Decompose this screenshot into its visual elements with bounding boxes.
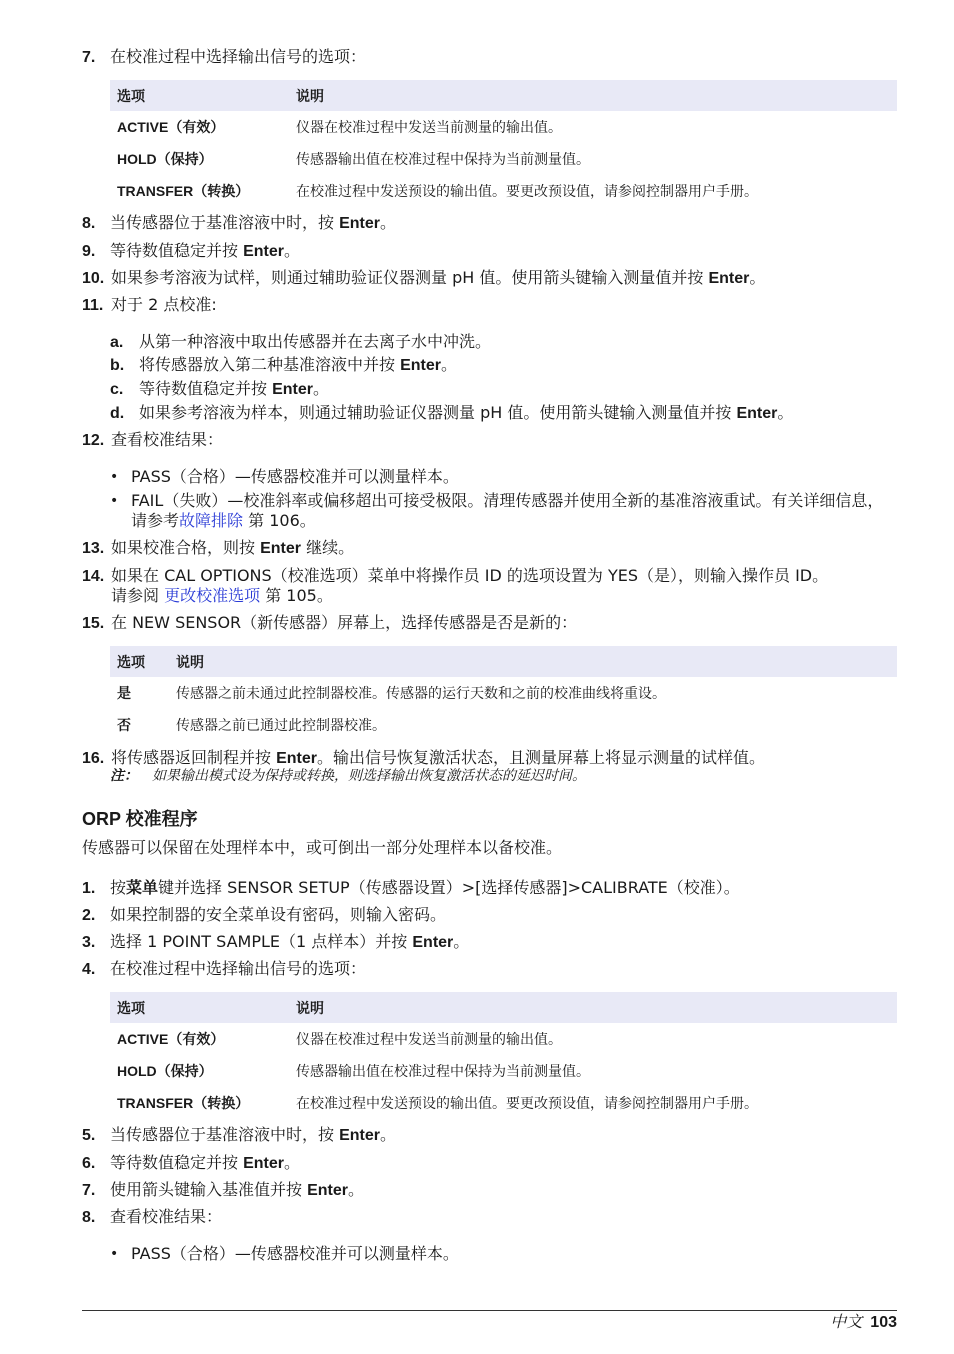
step-number: 15. (82, 615, 105, 632)
section-heading: ORP 校准程序 (82, 809, 198, 829)
troubleshooting-link[interactable]: 故障排除 (179, 511, 244, 530)
step-text: 查看校准结果： (111, 430, 224, 449)
step-12 (82, 430, 223, 451)
column-header-description: 说明 (289, 992, 897, 1023)
key-enter: Enter (260, 540, 301, 557)
key-enter: Enter (307, 1182, 348, 1199)
sub-step-b (110, 355, 457, 376)
section-intro: 传感器可以保留在处理样本中，或可倒出一部分处理样本以备校准。 (82, 838, 563, 857)
table-row (110, 709, 897, 741)
step-14 (82, 566, 828, 587)
note (110, 767, 586, 785)
note-text: 如果输出模式设为保持或转换，则选择输出恢复激活状态的延迟时间。 (152, 768, 586, 784)
key-enter: Enter (412, 934, 454, 951)
sub-step-letter: c. (110, 381, 124, 398)
step-text-end: 。 (749, 268, 766, 287)
step-number: 12. (82, 432, 105, 449)
step-text-end: 。 (284, 1153, 301, 1172)
page-ref: 第 105。 (260, 586, 333, 605)
table-row (110, 1087, 897, 1119)
option-description: 传感器输出值在校准过程中保持为当前测量值。 (296, 1064, 590, 1080)
sub-step-letter: a. (110, 334, 124, 351)
table-row (110, 111, 897, 143)
step-text: 当传感器位于基准溶液中时，按 (110, 1125, 340, 1144)
step-text: 在 NEW SENSOR（新传感器）屏幕上，选择传感器是否是新的： (111, 613, 578, 632)
step-text-end: 。 (380, 213, 397, 232)
sub-step-letter: d. (110, 405, 125, 422)
step-text: 等待数值稳定并按 (110, 241, 244, 260)
option-description: 仪器在校准过程中发送当前测量的输出值。 (296, 120, 562, 136)
orp-step-8 (82, 1207, 222, 1228)
step-10 (82, 268, 765, 289)
step-9 (82, 241, 300, 262)
step-text: 当传感器位于基准溶液中时，按 (110, 213, 340, 232)
step-number: 7. (82, 1182, 96, 1199)
option-description: 传感器输出值在校准过程中保持为当前测量值。 (296, 152, 590, 168)
step-text: 等待数值稳定并按 (110, 1153, 244, 1172)
option-description: 传感器之前已通过此控制器校准。 (176, 718, 386, 734)
column-header-description: 说明 (169, 646, 897, 677)
step-text-end: 继续。 (301, 538, 355, 557)
sub-step-text: 等待数值稳定并按 (139, 379, 273, 398)
step-number: 8. (82, 1209, 96, 1226)
step-text: 对于 2 点校准: (111, 295, 217, 314)
sub-step-text-end: 。 (313, 379, 330, 398)
key-enter: Enter (243, 1155, 284, 1172)
key-enter: Enter (272, 381, 313, 398)
step-text: 按 (110, 878, 127, 897)
sub-step-text: 将传感器放入第二种基准溶液中并按 (139, 355, 401, 374)
step-number: 16. (82, 750, 105, 767)
option-name: HOLD（保持） (117, 1063, 213, 1079)
table-row (110, 143, 897, 175)
output-options-table (110, 80, 897, 207)
column-header-option: 选项 (110, 992, 289, 1023)
step-15 (82, 613, 577, 634)
option-name: ACTIVE（有效） (117, 119, 225, 135)
step-text-end: 键并选择 SENSOR SETUP（传感器设置）>[选择传感器]>CALIBRATE（校准）。 (158, 878, 740, 897)
option-description: 在校准过程中发送预设的输出值。要更改预设值，请参阅控制器用户手册。 (296, 184, 758, 200)
step-11 (82, 295, 217, 316)
step-text: 请参阅 (111, 586, 165, 605)
column-header-option: 选项 (110, 80, 289, 111)
bullet-icon: • (110, 1246, 119, 1262)
bullet-icon: • (110, 469, 119, 485)
orp-step-5 (82, 1125, 396, 1146)
step-number: 9. (82, 243, 96, 260)
step-text: 如果校准合格，则按 (111, 538, 261, 557)
footer-divider (82, 1310, 897, 1311)
step-13 (82, 538, 354, 559)
sub-step-d (110, 403, 793, 424)
step-number: 10. (82, 270, 105, 287)
step-text: 如果在 CAL OPTIONS（校准选项）菜单中将操作员 ID 的选项设置为 YES（是），则输入操作员 ID。 (111, 566, 829, 585)
option-description: 在校准过程中发送预设的输出值。要更改预设值，请参阅控制器用户手册。 (296, 1096, 758, 1112)
result-text: PASS（合格）—传感器校准并可以测量样本。 (131, 1244, 459, 1263)
sub-step-text: 从第一种溶液中取出传感器并在去离子水中冲洗。 (139, 332, 492, 351)
option-description: 传感器之前未通过此控制器校准。传感器的运行天数和之前的校准曲线将重设。 (176, 686, 666, 702)
bullet-icon: • (110, 493, 119, 509)
column-header-description: 说明 (289, 80, 897, 111)
key-enter: Enter (708, 270, 750, 287)
step-number: 11. (82, 297, 104, 314)
step-number: 2. (82, 907, 96, 924)
step-text-end: 。输出信号恢复激活状态，且测量屏幕上将显示测量的试样值。 (317, 748, 766, 767)
table-row (110, 175, 897, 207)
step-text-end: 。 (348, 1180, 365, 1199)
step-number: 1. (82, 880, 96, 897)
orp-step-1 (82, 878, 740, 899)
key-enter: Enter (339, 1127, 380, 1144)
step-number: 7. (82, 49, 96, 66)
page-footer (830, 1312, 897, 1333)
step-text: 使用箭头键输入基准值并按 (110, 1180, 308, 1199)
step-14-line-2 (111, 586, 333, 606)
key-enter: Enter (339, 215, 380, 232)
option-name: 是 (117, 685, 131, 701)
new-sensor-table (110, 646, 897, 741)
change-cal-options-link[interactable]: 更改校准选项 (164, 586, 261, 605)
step-number: 3. (82, 934, 96, 951)
option-description: 仪器在校准过程中发送当前测量的输出值。 (296, 1032, 562, 1048)
step-text-end: 。 (380, 1125, 397, 1144)
key-enter: Enter (736, 405, 778, 422)
step-text: 在校准过程中选择输出信号的选项： (110, 959, 367, 978)
sub-step-text-end: 。 (777, 403, 794, 422)
table-row (110, 677, 897, 709)
orp-step-2 (82, 905, 446, 926)
step-text: 将传感器返回制程并按 (111, 748, 277, 767)
table-row (110, 1055, 897, 1087)
option-name: TRANSFER（转换） (117, 183, 250, 199)
step-text-end: 。 (284, 241, 301, 260)
column-header-option: 选项 (110, 646, 169, 677)
key-menu: 菜单 (126, 880, 159, 897)
page-ref: 第 106。 (243, 511, 316, 530)
orp-step-7 (82, 1180, 364, 1201)
step-number: 6. (82, 1155, 96, 1172)
sub-step-text-end: 。 (441, 355, 458, 374)
step-text: 如果控制器的安全菜单设有密码，则输入密码。 (110, 905, 447, 924)
result-text (131, 491, 897, 531)
step-text: 查看校准结果： (110, 1207, 223, 1226)
step-number: 13. (82, 540, 105, 557)
orp-step-6 (82, 1153, 300, 1174)
step-number: 4. (82, 961, 96, 978)
step-text-end: 。 (453, 932, 470, 951)
orp-output-options-table (110, 992, 897, 1119)
step-number: 14. (82, 568, 105, 585)
sub-step-a (110, 332, 491, 353)
sub-step-c (110, 379, 329, 400)
step-text: 选择 1 POINT SAMPLE（1 点样本）并按 (110, 932, 413, 951)
footer-language: 中文 (830, 1312, 863, 1331)
table-row (110, 1023, 897, 1055)
step-16 (82, 748, 765, 769)
key-enter: Enter (243, 243, 284, 260)
key-enter: Enter (276, 750, 317, 767)
sub-step-letter: b. (110, 357, 125, 374)
result-text: PASS（合格）—传感器校准并可以测量样本。 (131, 467, 459, 486)
note-label: 注： (110, 768, 138, 784)
option-name: HOLD（保持） (117, 151, 213, 167)
option-name: 否 (117, 717, 131, 733)
option-name: TRANSFER（转换） (117, 1095, 250, 1111)
step-text: 在校准过程中选择输出信号的选项： (110, 47, 367, 66)
step-8 (82, 213, 396, 234)
sub-step-text: 如果参考溶液为样本，则通过辅助验证仪器测量 pH 值。使用箭头键输入测量值并按 (139, 403, 737, 422)
option-name: ACTIVE（有效） (117, 1031, 225, 1047)
step-number: 8. (82, 215, 96, 232)
key-enter: Enter (400, 357, 441, 374)
page-number: 103 (870, 1314, 897, 1331)
step-text: 如果参考溶液为试样，则通过辅助验证仪器测量 pH 值。使用箭头键输入测量值并按 (111, 268, 709, 287)
fail-text: FAIL（失败）—校准斜率或偏移超出可接受极限。清理传感器并使用全新的基准溶液重试。有关详细信息，请参考 (131, 491, 884, 530)
orp-step-4 (82, 959, 366, 980)
orp-step-3 (82, 932, 469, 953)
step-number: 5. (82, 1127, 96, 1144)
step-7 (82, 47, 366, 68)
